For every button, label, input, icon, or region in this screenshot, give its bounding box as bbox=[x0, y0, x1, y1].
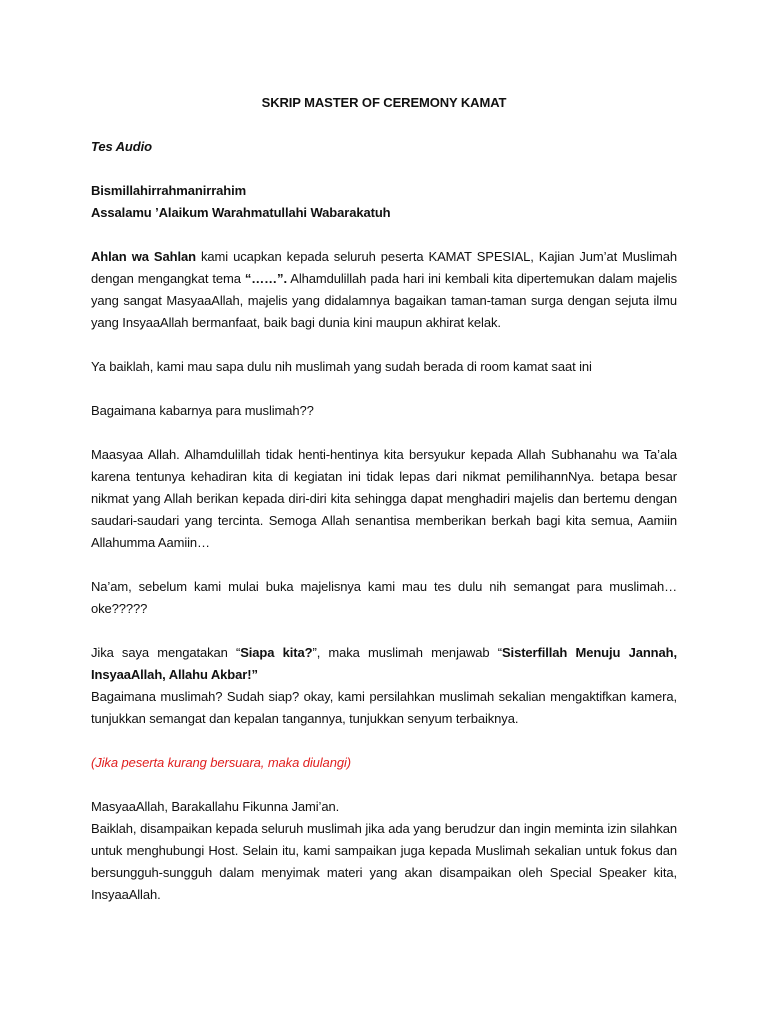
basmalah-line: Bismillahirrahmanirrahim bbox=[91, 183, 247, 198]
call-response-paragraph bbox=[91, 642, 677, 686]
welcome-text-2: Alhamdulillah pada hari ini kembali kita dipertemukan dalam majelis yang sangat MasyaaAllah, majelis yang didalamnya bagaikan taman-taman surga dengan sejuta ilmu yang InsyaaAllah bermanfaat, baik bagi dunia kini maupun akhirat kelak. bbox=[91, 271, 677, 330]
opening-greeting bbox=[91, 180, 677, 224]
call-phrase: Siapa kita? bbox=[240, 645, 313, 660]
closing-announcement-paragraph: Baiklah, disampaikan kepada seluruh muslimah jika ada yang berudzur dan ingin meminta izin silahkan untuk menghubungi Host. Selain itu, kami sampaikan juga kepada Muslimah sekalian untuk fokus dan bersungguh-sungguh dalam menyimak materi yang akan disampaikan oleh Special Speaker kita, InsyaaAllah. bbox=[91, 821, 677, 902]
barakallahu-line: MasyaaAllah, Barakallahu Fikunna Jami’an. bbox=[91, 799, 340, 814]
repeat-note: (Jika peserta kurang bersuara, maka diulangi) bbox=[91, 755, 351, 770]
greet-participants-paragraph: Ya baiklah, kami mau sapa dulu nih muslimah yang sudah berada di room kamat saat ini bbox=[91, 359, 592, 374]
welcome-paragraph bbox=[91, 246, 677, 334]
call-text-2: ”, maka muslimah menjawab “ bbox=[312, 645, 502, 660]
how-are-you-paragraph: Bagaimana kabarnya para muslimah?? bbox=[91, 403, 314, 418]
tes-audio-heading: Tes Audio bbox=[91, 139, 152, 154]
salam-line: Assalamu ’Alaikum Warahmatullahi Wabarakatuh bbox=[91, 205, 391, 220]
call-text-1: Jika saya mengatakan “ bbox=[91, 645, 241, 660]
welcome-lead: Ahlan wa Sahlan bbox=[91, 249, 196, 264]
call-text-3: ” bbox=[251, 667, 258, 682]
gratitude-paragraph: Maasyaa Allah. Alhamdulillah tidak henti-hentinya kita bersyukur kepada Allah Subhanahu wa Ta’ala karena tentunya kehadiran kita di kegiatan ini tidak lepas dari nikmat pemilihannNya. betapa besar nikmat yang Allah berikan kepada diri-diri kita sehingga dapat menghadiri majelis dan bertemu dengan saudari-saudari yang tercinta. Semoga Allah senantisa memberikan berkah bagi kita semua, Aamiin Allahumma Aamiin… bbox=[91, 447, 677, 550]
welcome-text-1: kami ucapkan kepada seluruh peserta KAMAT SPESIAL, Kajian Jum’at Muslimah dengan mengangkat tema bbox=[91, 249, 677, 286]
document-title: SKRIP MASTER OF CEREMONY KAMAT bbox=[261, 95, 507, 110]
camera-instruction-paragraph: Bagaimana muslimah? Sudah siap? okay, kami persilahkan muslimah sekalian mengaktifkan kamera, tunjukkan semangat dan kepalan tangannya, tunjukkan senyum terbaiknya. bbox=[91, 689, 677, 726]
response-phrase: Sisterfillah Menuju Jannah, InsyaaAllah, Allahu Akbar! bbox=[91, 645, 678, 682]
theme-placeholder: “……”. bbox=[244, 271, 287, 286]
spirit-test-paragraph: Na’am, sebelum kami mulai buka majelisnya kami mau tes dulu nih semangat para muslimah… oke????? bbox=[91, 579, 677, 616]
